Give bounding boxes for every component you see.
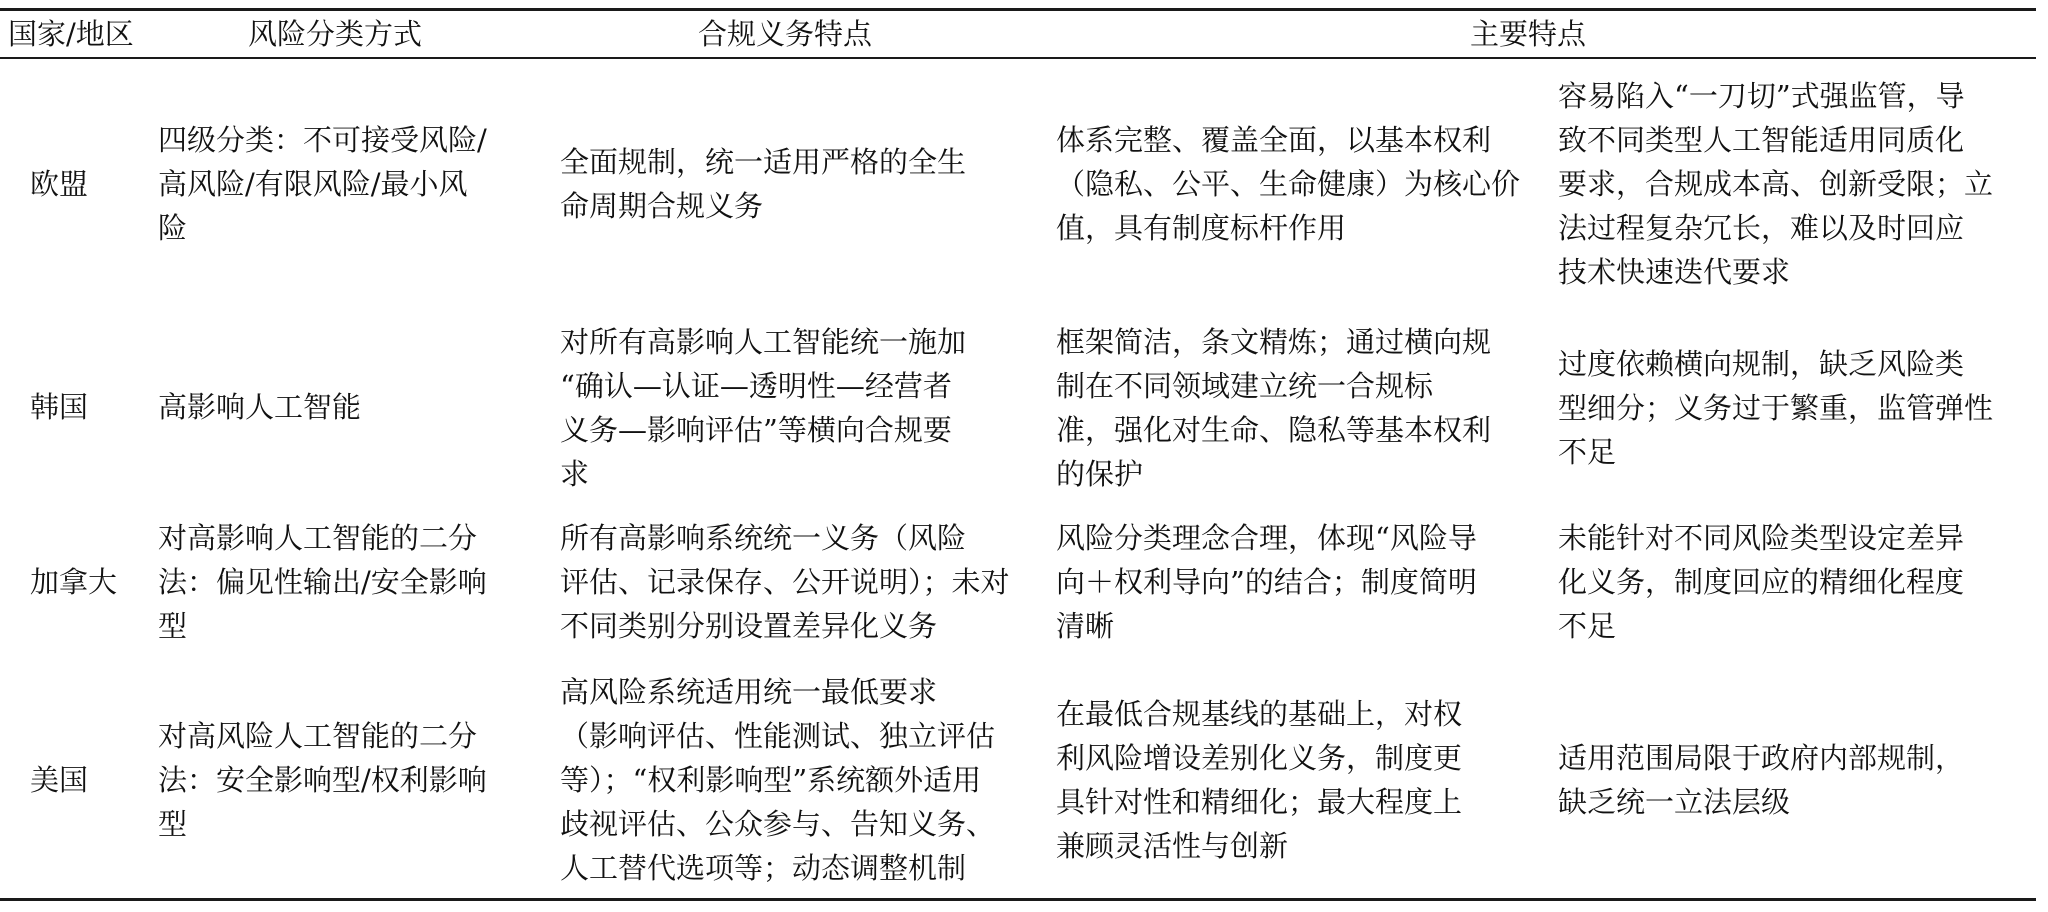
row-eu-issues: 容易陷入“一刀切”式强监管，导 致不同类型人工智能适用同质化 要求，合规成本高、创新受限；立 法过程复杂冗长，难以及时回应 技术快速迭代要求 bbox=[1558, 79, 1994, 289]
table-top-rule bbox=[0, 8, 2036, 11]
row-ca-issues: 未能针对不同风险类型设定差异 化义务，制度回应的精细化程度 不足 bbox=[1558, 521, 1965, 643]
row-ca-classification: 对高影响人工智能的二分 法：偏见性输出/安全影响 型 bbox=[158, 521, 487, 643]
row-ca-region: 加拿大 bbox=[30, 565, 118, 599]
row-us-obligations: 高风险系统适用统一最低要求 （影响评估、性能测试、独立评估 等）；“权利影响型”系统额外适用 歧视评估、公众参与、告知义务、 人工替代选项等；动态调整机制 bbox=[560, 675, 996, 885]
row-ca-features: 风险分类理念合理，体现“风险导 向＋权利导向”的结合；制度简明 清晰 bbox=[1056, 521, 1477, 643]
row-kr-region: 韩国 bbox=[30, 390, 89, 424]
row-kr-features: 框架简洁，条文精炼；通过横向规 制在不同领域建立统一合规标 准，强化对生命、隐私等基本权利 的保护 bbox=[1056, 325, 1492, 491]
row-us-classification: 对高风险人工智能的二分 法：安全影响型/权利影响 型 bbox=[158, 719, 487, 841]
row-kr-issues: 过度依赖横向规制，缺乏风险类 型细分；义务过于繁重，监管弹性 不足 bbox=[1558, 347, 1994, 469]
row-ca-obligations: 所有高影响系统统一义务（风险 评估、记录保存、公开说明）；未对 不同类别分别设置差异化义务 bbox=[560, 521, 1010, 643]
row-eu-classification: 四级分类：不可接受风险/ 高风险/有限风险/最小风 险 bbox=[158, 123, 487, 245]
header-obligations: 合规义务特点 bbox=[698, 17, 873, 51]
row-eu-obligations: 全面规制，统一适用严格的全生 命周期合规义务 bbox=[560, 145, 967, 223]
header-region: 国家/地区 bbox=[8, 17, 134, 51]
row-us-issues: 适用范围局限于政府内部规制， 缺乏统一立法层级 bbox=[1558, 741, 1965, 819]
row-us-features: 在最低合规基线的基础上，对权 利风险增设差别化义务，制度更 具针对性和精细化；最大程度上 兼顾灵活性与创新 bbox=[1056, 697, 1463, 863]
row-kr-obligations: 对所有高影响人工智能统一施加 “确认—认证—透明性—经营者 义务—影响评估”等横向合规要 求 bbox=[560, 325, 967, 491]
row-eu-region: 欧盟 bbox=[30, 167, 89, 201]
table-header-rule bbox=[0, 57, 2036, 59]
row-eu-features: 体系完整、覆盖全面，以基本权利 （隐私、公平、生命健康）为核心价 值，具有制度标杆作用 bbox=[1056, 123, 1521, 245]
row-us-region: 美国 bbox=[30, 763, 89, 797]
header-classification: 风险分类方式 bbox=[248, 17, 423, 51]
header-features: 主要特点 bbox=[1470, 17, 1587, 51]
table-bottom-rule bbox=[0, 898, 2036, 901]
row-kr-classification: 高影响人工智能 bbox=[158, 390, 362, 424]
